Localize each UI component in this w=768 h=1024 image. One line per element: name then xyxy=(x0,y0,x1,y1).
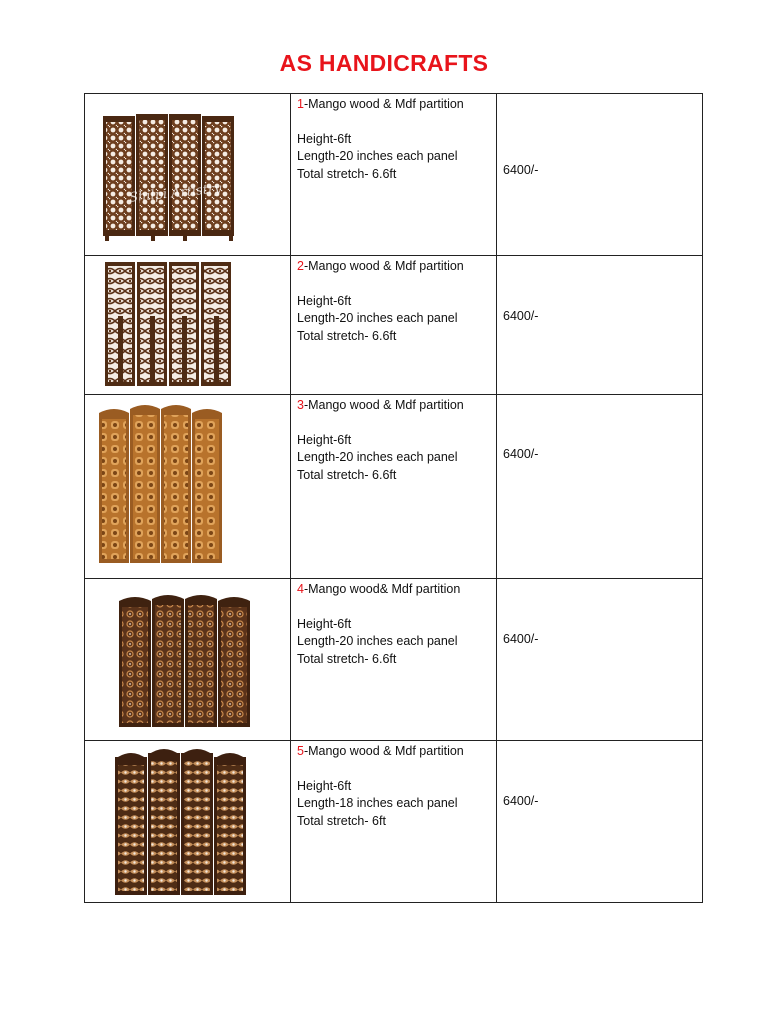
item-name: -Mango wood & Mdf partition xyxy=(303,398,464,412)
item-stretch: Total stretch- 6.6ft xyxy=(297,467,397,482)
product-image-cell xyxy=(85,94,291,256)
product-price-cell xyxy=(497,579,703,741)
item-price: 6400/- xyxy=(503,309,539,323)
item-stretch: Total stretch- 6.6ft xyxy=(297,166,397,181)
item-height: Height-6ft xyxy=(297,293,352,308)
product-description-cell xyxy=(291,741,497,903)
table-row xyxy=(85,256,703,395)
room-divider-image xyxy=(85,741,290,901)
product-description-cell xyxy=(291,94,497,256)
product-description-cell xyxy=(291,256,497,395)
item-number: 5 xyxy=(297,744,304,758)
item-price: 6400/- xyxy=(503,447,539,461)
room-divider-image xyxy=(85,256,290,393)
table-row xyxy=(85,94,703,256)
product-price-cell xyxy=(497,741,703,903)
table-row xyxy=(85,395,703,579)
product-price-cell xyxy=(497,395,703,579)
item-height: Height-6ft xyxy=(297,432,352,447)
product-description-cell xyxy=(291,579,497,741)
svg-text:Shilpi Artistry: Shilpi Artistry xyxy=(128,181,223,206)
item-length: Length-20 inches each panel xyxy=(297,450,458,464)
item-height: Height-6ft xyxy=(297,131,352,146)
product-image-cell xyxy=(85,395,291,579)
item-price: 6400/- xyxy=(503,794,539,808)
item-name: -Mango wood & Mdf partition xyxy=(303,97,464,111)
item-number: 2 xyxy=(297,259,304,273)
table-row xyxy=(85,579,703,741)
item-length: Length-20 inches each panel xyxy=(297,634,458,648)
item-length: Length-18 inches each panel xyxy=(297,796,458,810)
item-length: Length-20 inches each panel xyxy=(297,149,458,163)
product-image-cell xyxy=(85,256,291,395)
item-length: Length-20 inches each panel xyxy=(297,311,458,325)
item-stretch: Total stretch- 6.6ft xyxy=(297,328,397,343)
item-height: Height-6ft xyxy=(297,778,352,793)
page-title: AS HANDICRAFTS xyxy=(279,50,489,76)
room-divider-image xyxy=(85,395,290,577)
item-number: 1 xyxy=(297,97,304,111)
product-description-cell xyxy=(291,395,497,579)
item-height: Height-6ft xyxy=(297,616,352,631)
item-number: 3 xyxy=(297,398,304,412)
room-divider-image xyxy=(85,579,290,739)
product-price-cell xyxy=(497,94,703,256)
product-table xyxy=(84,93,703,903)
item-stretch: Total stretch- 6ft xyxy=(297,813,386,828)
product-price-cell xyxy=(497,256,703,395)
room-divider-image xyxy=(85,94,290,254)
item-price: 6400/- xyxy=(503,632,539,646)
item-name: -Mango wood& Mdf partition xyxy=(303,582,461,596)
product-image-cell xyxy=(85,579,291,741)
product-image-cell xyxy=(85,741,291,903)
item-stretch: Total stretch- 6.6ft xyxy=(297,651,397,666)
item-name: -Mango wood & Mdf partition xyxy=(303,744,464,758)
item-name: -Mango wood & Mdf partition xyxy=(303,259,464,273)
table-row xyxy=(85,741,703,903)
item-number: 4 xyxy=(297,582,304,596)
item-price: 6400/- xyxy=(503,163,539,177)
